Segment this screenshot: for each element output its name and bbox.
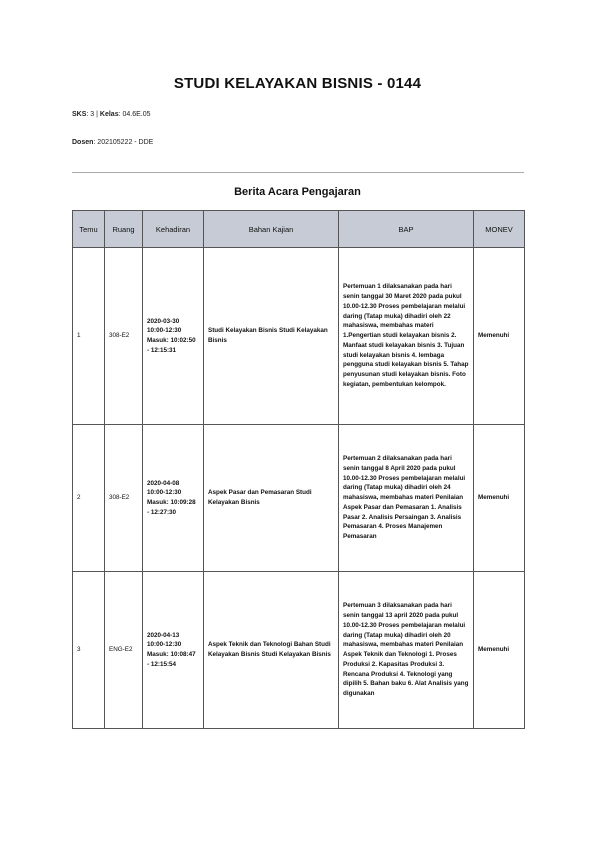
cell-bahan-kajian: Studi Kelayakan Bisnis Studi Kelayakan Bisnis [204,248,339,425]
cell-bahan-kajian: Aspek Pasar dan Pemasaran Studi Kelayakan Bisnis [204,425,339,572]
cell-bap: Pertemuan 3 dilaksanakan pada hari senin tanggal 13 april 2020 pada pukul 10.00-12.30 Proses pembelajaran melalui daring (Tatap muka) dihadiri oleh 20 mahasiswa, membahas materi Penilaian Aspek Teknik dan Teknologi 1. Proses Produksi 2. Kapasitas Produksi 3. Rencana Produksi 4. Teknologi yang dipilih 5. Bahan baku 6. Alat Analisis yang digunakan [339,572,474,729]
kelas-label: Kelas [99,111,119,118]
teaching-report-table [72,210,525,729]
lecturer-meta [72,139,153,146]
cell-ruang: 308-E2 [105,425,143,572]
sks-value: : 3 | [86,111,100,118]
cell-kehadiran: 2020-04-08 10:00-12:30 Masuk: 10:09:28 - 12:27:30 [143,425,204,572]
column-header-temu: Temu [73,211,105,248]
cell-monev: Memenuhi [474,572,525,729]
cell-monev: Memenuhi [474,248,525,425]
column-header-bahan-kajian: Bahan Kajian [204,211,339,248]
kelas-value: : 04.6E.05 [118,111,151,118]
dosen-value: : 202105222 - DDE [93,139,154,146]
column-header-bap: BAP [339,211,474,248]
cell-ruang: ENG-E2 [105,572,143,729]
section-title: Berita Acara Pengajaran [234,186,361,198]
course-meta [72,111,151,118]
divider [72,172,524,173]
table-header-row [73,211,525,248]
table-row [73,425,525,572]
cell-bap: Pertemuan 1 dilaksanakan pada hari senin tanggal 30 Maret 2020 pada pukul 10.00-12.30 Proses pembelajaran melalui daring (Tatap muka) dihadiri oleh 22 mahasiswa, membahas materi 1.Pengertian studi kelayakan bisnis 2. Manfaat studi kelayakan bisnis 3. Tujuan studi kelayakan bisnis 4. lembaga pengguna studi kelayakan bisnis 5. Tahap penyusunan studi kelayakan bisnis. Foto kegiatan, pembentukan kelompok. [339,248,474,425]
sks-label: SKS [72,111,87,118]
cell-temu: 1 [73,248,105,425]
cell-kehadiran: 2020-03-30 10:00-12:30 Masuk: 10:02:50 - 12:15:31 [143,248,204,425]
cell-ruang: 308-E2 [105,248,143,425]
document-title: STUDI KELAYAKAN BISNIS - 0144 [173,75,422,92]
cell-bahan-kajian: Aspek Teknik dan Teknologi Bahan Studi Kelayakan Bisnis Studi Kelayakan Bisnis [204,572,339,729]
column-header-kehadiran: Kehadiran [143,211,204,248]
cell-kehadiran: 2020-04-13 10:00-12:30 Masuk: 10:08:47 - 12:15:54 [143,572,204,729]
cell-temu: 3 [73,572,105,729]
cell-monev: Memenuhi [474,425,525,572]
table-row [73,248,525,425]
column-header-ruang: Ruang [105,211,143,248]
cell-temu: 2 [73,425,105,572]
cell-bap: Pertemuan 2 dilaksanakan pada hari senin tanggal 8 April 2020 pada pukul 10.00-12.30 Proses pembelajaran melalui daring (Tatap muka) dihadiri oleh 24 mahasiswa, membahas materi Penilaian Aspek Pasar dan Pemasaran 1. Analisis Pasar 2. Analisis Persaingan 3. Analisis Pemasaran 4. Proses Manajemen Pemasaran [339,425,474,572]
table-row [73,572,525,729]
column-header-monev: MONEV [474,211,525,248]
dosen-label: Dosen [72,139,94,146]
